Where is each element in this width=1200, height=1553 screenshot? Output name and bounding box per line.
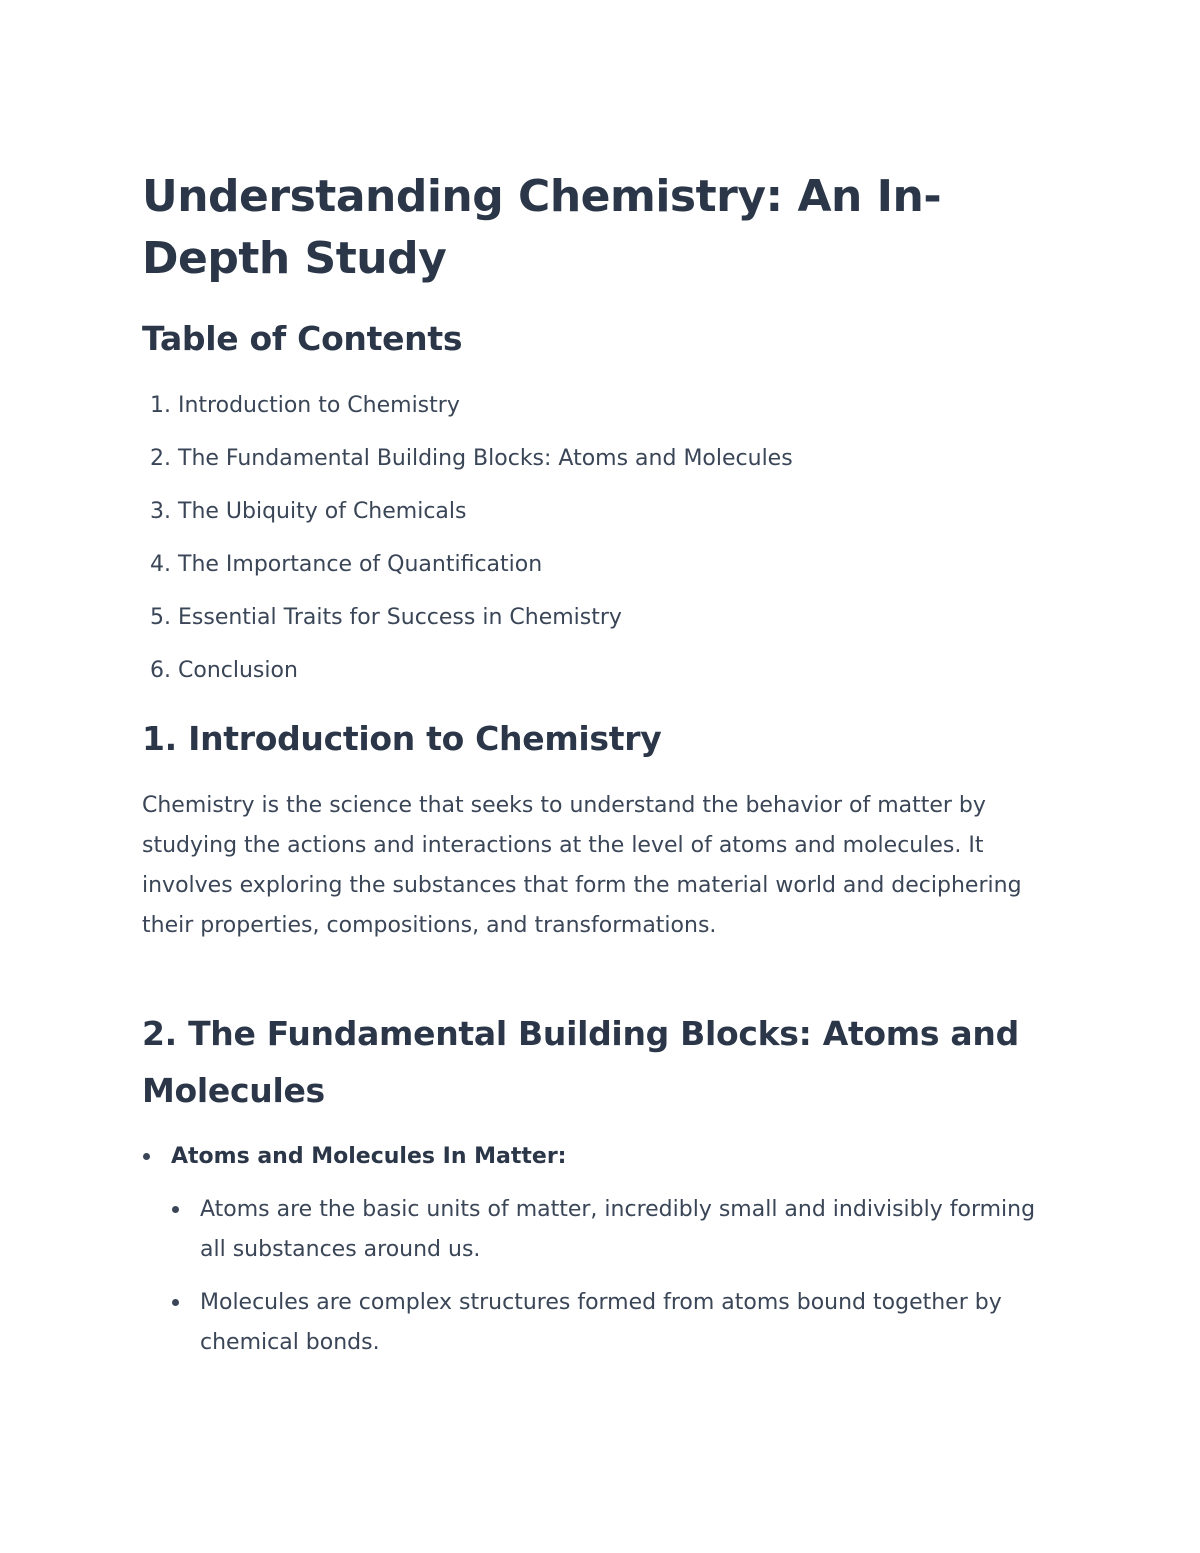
sub-bullet-text: Atoms are the basic units of matter, incredibly small and indivisibly forming all substances around us.	[200, 1197, 1036, 1262]
toc-item-number: 6.	[150, 658, 171, 683]
bullet-item	[142, 1137, 1072, 1363]
table-of-contents	[142, 386, 793, 704]
toc-item-label: Conclusion	[178, 658, 298, 683]
toc-item[interactable]	[142, 492, 793, 545]
toc-item-label: Essential Traits for Success in Chemistry	[178, 605, 622, 630]
toc-item[interactable]	[142, 598, 793, 651]
toc-item[interactable]	[142, 439, 793, 492]
sub-bullet-item	[171, 1190, 1060, 1270]
sub-bullet-text: Molecules are complex structures formed from atoms bound together by chemical bonds.	[200, 1290, 1002, 1355]
bullet-label: Atoms and Molecules In Matter:	[171, 1144, 567, 1169]
section-heading-building-blocks: 2. The Fundamental Building Blocks: Atoms and Molecules	[142, 1014, 1019, 1110]
toc-item[interactable]	[142, 386, 793, 439]
toc-item-number: 3.	[150, 499, 171, 524]
bullet-icon	[143, 1153, 150, 1160]
toc-heading: Table of Contents	[142, 319, 463, 358]
section-heading-introduction: 1. Introduction to Chemistry	[142, 719, 662, 758]
section-body-introduction: Chemistry is the science that seeks to understand the behavior of matter by studying the actions and interactions at the level of atoms and molecules. It involves exploring the substances that form the material world and deciphering their properties, compositions, and transformations.	[142, 793, 1022, 938]
bullet-icon	[172, 1299, 179, 1306]
sub-bullet-list	[171, 1190, 1072, 1363]
toc-item-number: 4.	[150, 552, 171, 577]
toc-item-label: The Fundamental Building Blocks: Atoms and Molecules	[178, 446, 793, 471]
toc-item-number: 1.	[150, 393, 171, 418]
toc-item[interactable]	[142, 545, 793, 598]
sub-bullet-item	[171, 1283, 1060, 1363]
bullet-list	[142, 1137, 1072, 1376]
bullet-icon	[172, 1206, 179, 1213]
toc-item-label: The Ubiquity of Chemicals	[178, 499, 467, 524]
toc-item-label: The Importance of Quantification	[178, 552, 543, 577]
toc-item-number: 5.	[150, 605, 171, 630]
document-title: Understanding Chemistry: An In-Depth Study	[142, 171, 942, 284]
toc-item[interactable]	[142, 651, 793, 704]
toc-item-number: 2.	[150, 446, 171, 471]
toc-item-label: Introduction to Chemistry	[178, 393, 460, 418]
